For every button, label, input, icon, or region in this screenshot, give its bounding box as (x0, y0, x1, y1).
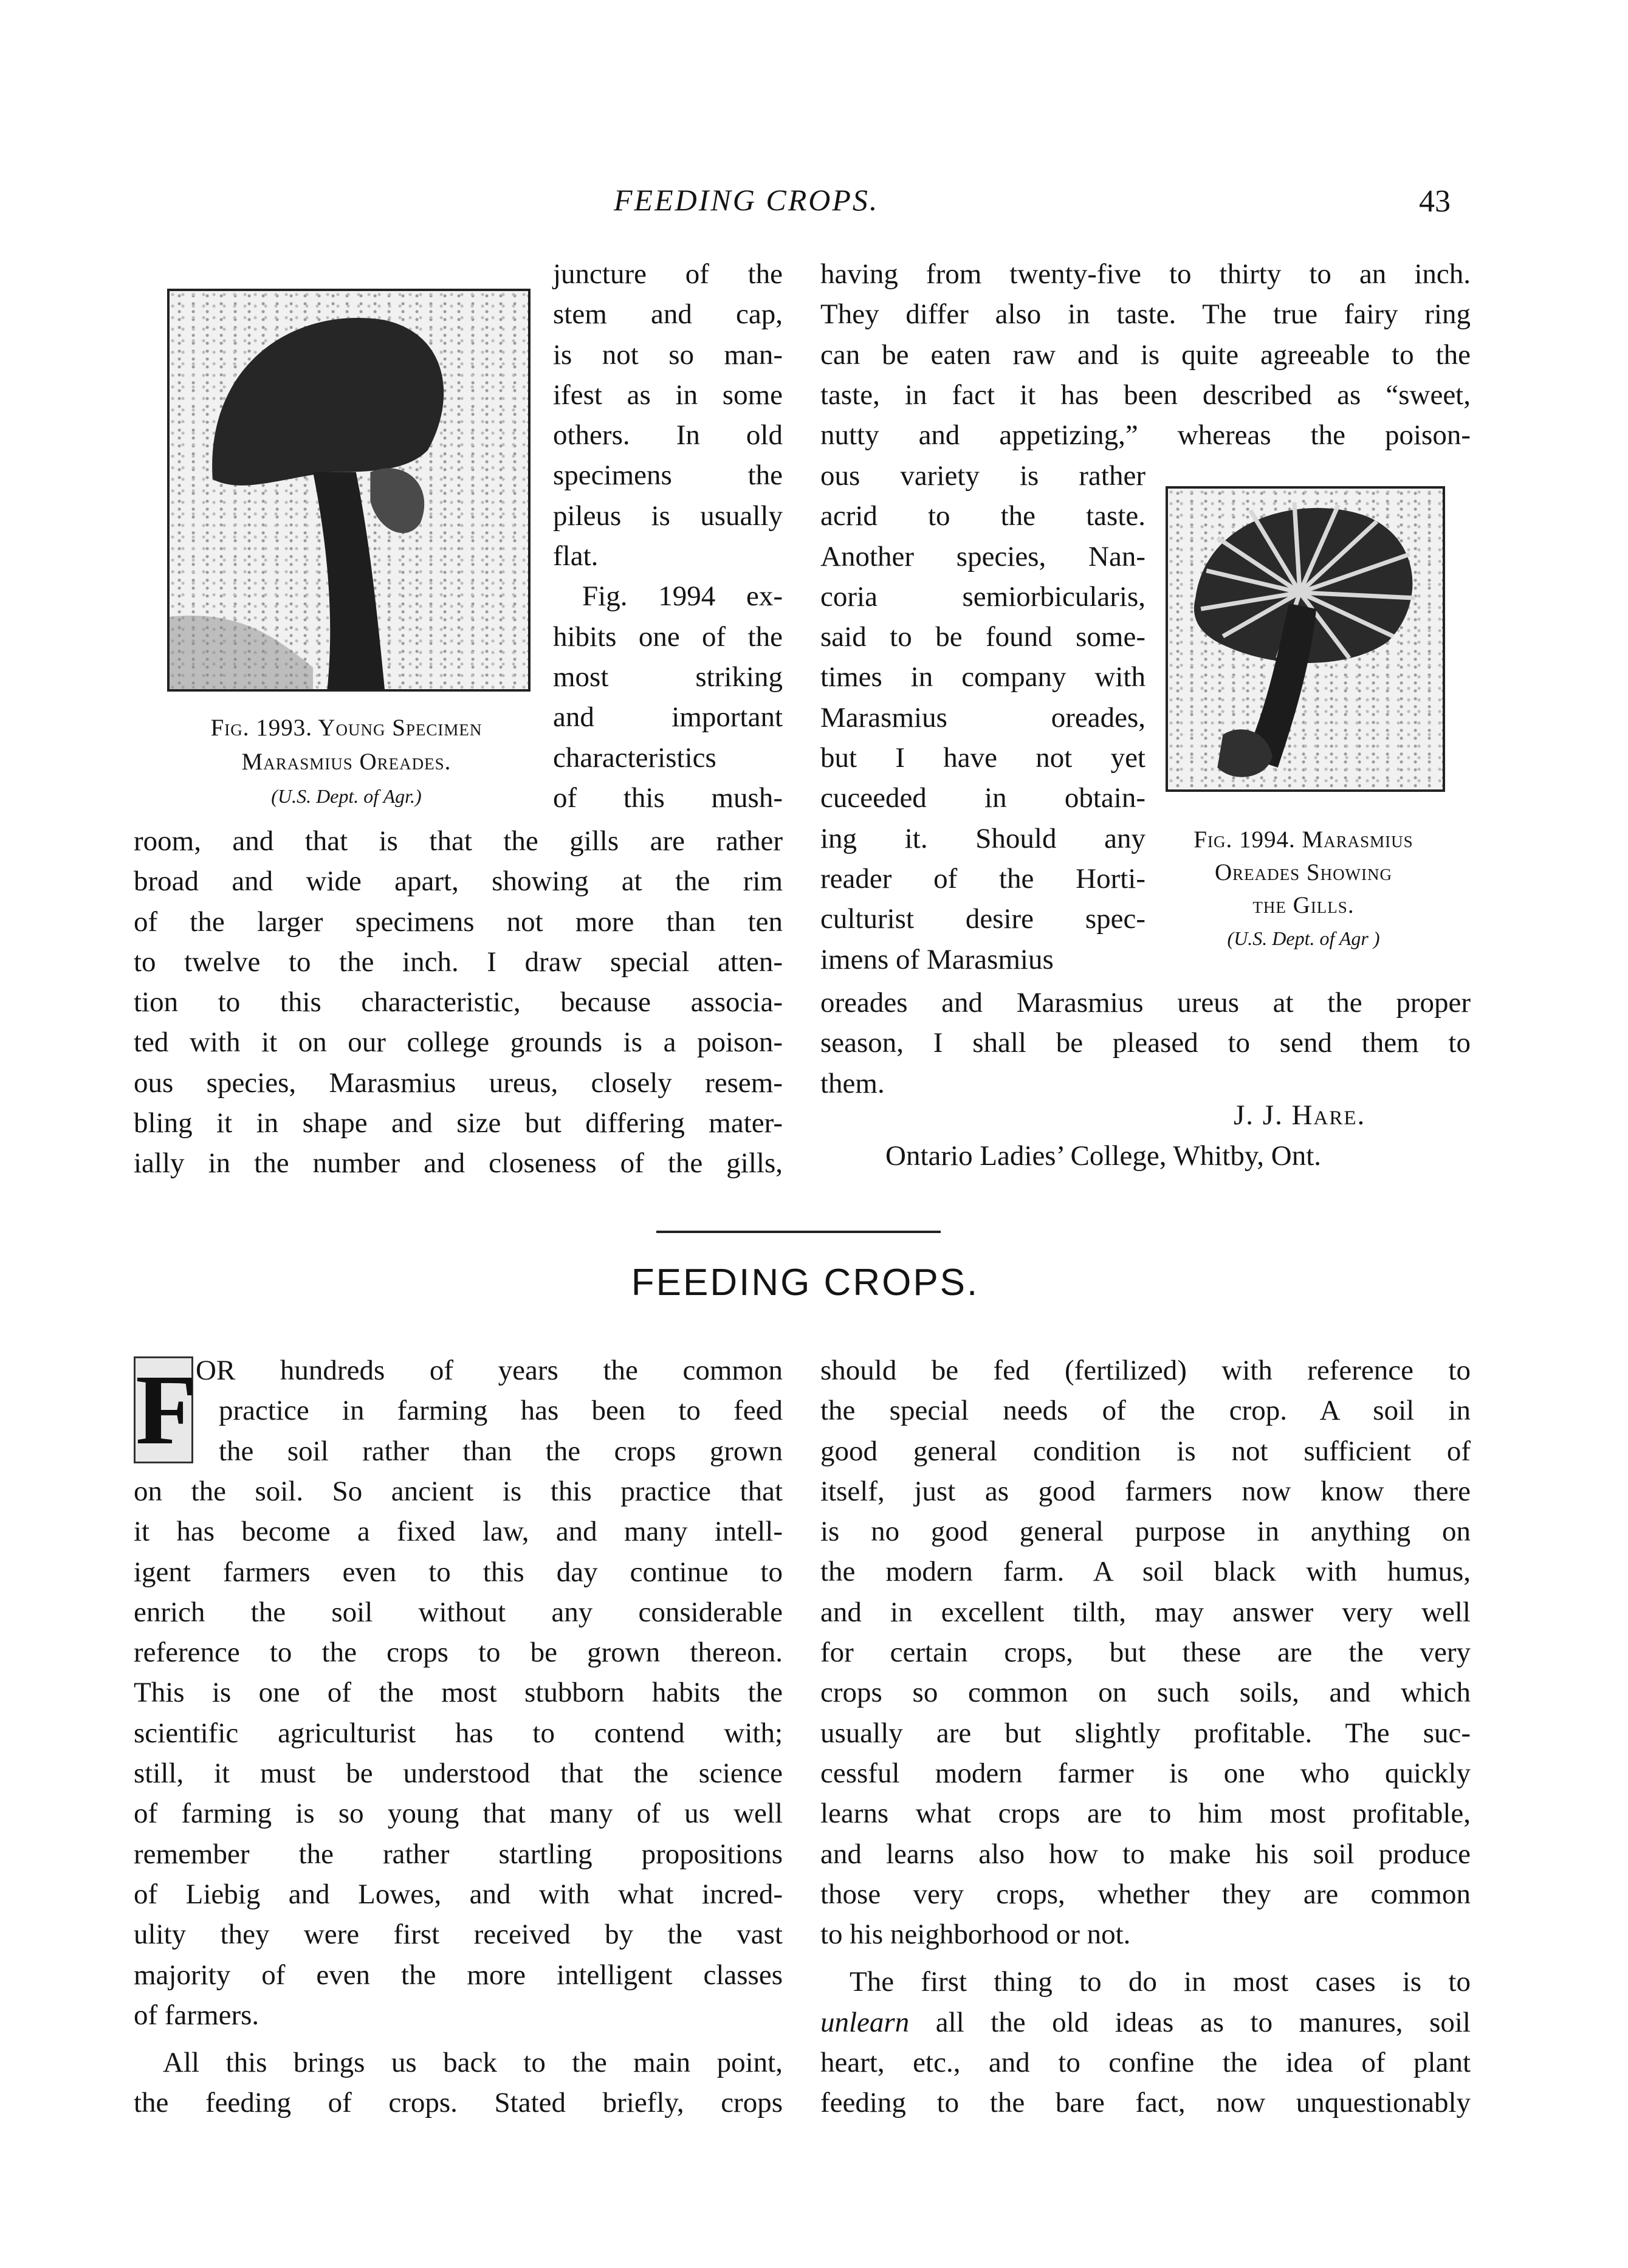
text-line: This is one of the most stubborn habits the (134, 1677, 783, 1709)
text-line: taste, in fact it has been described as “sweet, (820, 379, 1471, 411)
text-line: most striking (553, 661, 783, 693)
text-line: remember the rather startling propositions (134, 1838, 783, 1870)
text-line: reference to the crops to be grown thereon. (134, 1637, 783, 1669)
text-line: enrich the soil without any considerable (134, 1596, 783, 1628)
text-line: They differ also in taste. The true fairy ring (820, 298, 1471, 331)
text-line: still, it must be understood that the science (134, 1758, 783, 1790)
text-line: characteristics (553, 741, 716, 774)
figure-1994-caption-line: the Gills. (1252, 892, 1355, 918)
text-line: nutty and appetizing,” whereas the poison- (820, 419, 1471, 452)
section-divider (656, 1231, 941, 1233)
text-line: ted with it on our college grounds is a poison- (134, 1026, 783, 1059)
figure-1993-credit: (U.S. Dept. of Agr.) (271, 785, 422, 807)
text-line: of farming is so young that many of us well (134, 1798, 783, 1830)
text-line: cessful modern farmer is one who quickly (820, 1757, 1471, 1789)
text-line: acrid to the taste. (820, 500, 1145, 532)
text-line: should be fed (fertilized) with reference to (820, 1355, 1471, 1386)
text-line: Marasmius oreades, (820, 701, 1145, 734)
text-line: is not so man- (553, 338, 783, 371)
text-line: practice in farming has been to feed (219, 1395, 783, 1427)
article-left-column (134, 821, 783, 1184)
text-line: ulity they were first received by the vast (134, 1919, 783, 1951)
text-line: itself, just as good farmers now know there (820, 1475, 1471, 1507)
text-line: season, I shall be pleased to send them to (820, 1027, 1471, 1059)
text-line: and in excellent tilth, may answer very well (820, 1596, 1471, 1628)
text-line: specimens the (553, 459, 783, 492)
text-line: them. (820, 1067, 885, 1099)
feeding-left-column (134, 1471, 783, 2123)
text-line: but I have not yet (820, 742, 1145, 774)
text-line: majority of even the more intelligent classes (134, 1959, 783, 1991)
text-line: juncture of the (553, 258, 783, 290)
text-line: on the soil. So ancient is this practice that (134, 1476, 783, 1507)
text-line: said to be found some- (820, 621, 1145, 653)
text-line: Fig. 1994 ex- (582, 580, 783, 613)
section-title: FEEDING CROPS. (631, 1262, 980, 1304)
text-span: all the old ideas as to manures, soil (909, 2006, 1471, 2038)
figure-1994-caption-line: Fig. 1994. Marasmius (1194, 826, 1413, 853)
text-line: for certain crops, but these are the very (820, 1637, 1471, 1669)
text-line: scientific agriculturist has to contend with; (134, 1717, 783, 1749)
running-head-title: FEEDING CROPS. (614, 183, 879, 217)
text-line: hibits one of the (553, 620, 783, 653)
text-line: and important (553, 701, 783, 734)
feeding-left-dropcap-lines (196, 1350, 783, 1471)
text-line: the soil rather than the crops grown (219, 1435, 783, 1467)
text-line: coria semiorbicularis, (820, 580, 1145, 613)
text-line: The first thing to do in most cases is to (850, 1966, 1471, 1998)
figure-1994-photo (1166, 486, 1445, 792)
text-line: those very crops, whether they are common (820, 1878, 1471, 1910)
figure-1994-credit: (U.S. Dept. of Agr ) (1227, 927, 1380, 949)
text-line: cuceeded in obtain- (820, 782, 1145, 814)
page-number: 43 (1419, 184, 1451, 219)
feeding-right-column (820, 1350, 1471, 2123)
text-line: ing it. Should any (820, 822, 1145, 854)
figure-1994-caption-line: Oreades Showing (1214, 859, 1393, 885)
text-line: flat. (553, 540, 599, 572)
text-line: room, and that is that the gills are rather (134, 825, 783, 857)
text-line: broad and wide apart, showing at the rim (134, 865, 783, 898)
figure-1994-caption (1152, 823, 1455, 955)
text-line: pileus is usually (553, 500, 783, 532)
text-line: Another species, Nan- (820, 540, 1145, 572)
text-line: OR hundreds of years the common (196, 1355, 783, 1386)
text-line: of Liebig and Lowes, and with what incred- (134, 1878, 783, 1910)
text-line: ous species, Marasmius ureus, closely resem- (134, 1067, 783, 1099)
text-line: stem and cap, (553, 298, 783, 331)
mushroom-gills-photo-icon (1168, 489, 1443, 789)
text-line: of this mush- (553, 782, 783, 814)
text-line (820, 2002, 1471, 2043)
article-right-column-top (820, 254, 1471, 455)
article-right-narrow-column (820, 456, 1145, 980)
text-line: All this brings us back to the main point, (163, 2047, 783, 2079)
text-line: heart, etc., and to confine the idea of plant (820, 2047, 1471, 2079)
article-narrow-column (553, 254, 783, 818)
text-line: times in company with (820, 661, 1145, 693)
text-line: good general condition is not sufficient of (820, 1435, 1471, 1467)
author-affiliation: Ontario Ladies’ College, Whitby, Ont. (885, 1140, 1322, 1172)
mushroom-photo-icon (170, 291, 528, 689)
text-line: crops so common on such soils, and which (820, 1677, 1471, 1709)
text-line: the special needs of the crop. A soil in (820, 1395, 1471, 1427)
text-line: tion to this characteristic, because associa- (134, 986, 783, 1019)
drop-cap: F (134, 1356, 193, 1463)
text-line: of the larger specimens not more than ten (134, 905, 783, 938)
figure-1993-caption-line: Marasmius Oreades. (241, 749, 452, 775)
text-line: others. In old (553, 419, 783, 452)
text-line: ially in the number and closeness of the gills, (134, 1147, 783, 1180)
text-line: igent farmers even to this day continue to (134, 1556, 783, 1588)
text-line: reader of the Horti- (820, 862, 1145, 895)
author-signature (1234, 1099, 1365, 1132)
article-right-column-bottom (820, 983, 1471, 1104)
text-line: and learns also how to make his soil produce (820, 1838, 1471, 1870)
text-line: oreades and Marasmius ureus at the proper (820, 987, 1471, 1019)
text-line: ous variety is rather (820, 460, 1145, 492)
text-line: learns what crops are to him most profitable, (820, 1798, 1471, 1830)
text-line: of farmers. (134, 1999, 259, 2031)
text-line: can be eaten raw and is quite agreeable to the (820, 338, 1471, 371)
text-line: it has become a fixed law, and many intell- (134, 1516, 783, 1548)
text-line: bling it in shape and size but differing mater- (134, 1107, 783, 1139)
figure-1993-caption-line: Fig. 1993. Young Specimen (210, 715, 483, 741)
text-line: the modern farm. A soil black with humus, (820, 1556, 1471, 1588)
text-line: to twelve to the inch. I draw special atten- (134, 946, 783, 978)
text-line: feeding to the bare fact, now unquestionably (820, 2087, 1471, 2119)
text-line: usually are but slightly profitable. The suc- (820, 1717, 1471, 1749)
figure-1993-photo (167, 289, 531, 692)
text-line: the feeding of crops. Stated briefly, crops (134, 2087, 783, 2119)
figure-1993-caption (146, 711, 547, 813)
text-line: to his neighborhood or not. (820, 1919, 1131, 1951)
text-line: imens of Marasmius (820, 943, 1054, 975)
text-line: is no good general purpose in anything on (820, 1516, 1471, 1548)
author-name: J. J. Hare. (1234, 1099, 1366, 1131)
emphasized-word: unlearn (820, 2006, 910, 2038)
text-line: having from twenty-five to thirty to an inch. (820, 258, 1471, 290)
text-line: ifest as in some (553, 379, 783, 411)
text-line: culturist desire spec- (820, 903, 1145, 935)
